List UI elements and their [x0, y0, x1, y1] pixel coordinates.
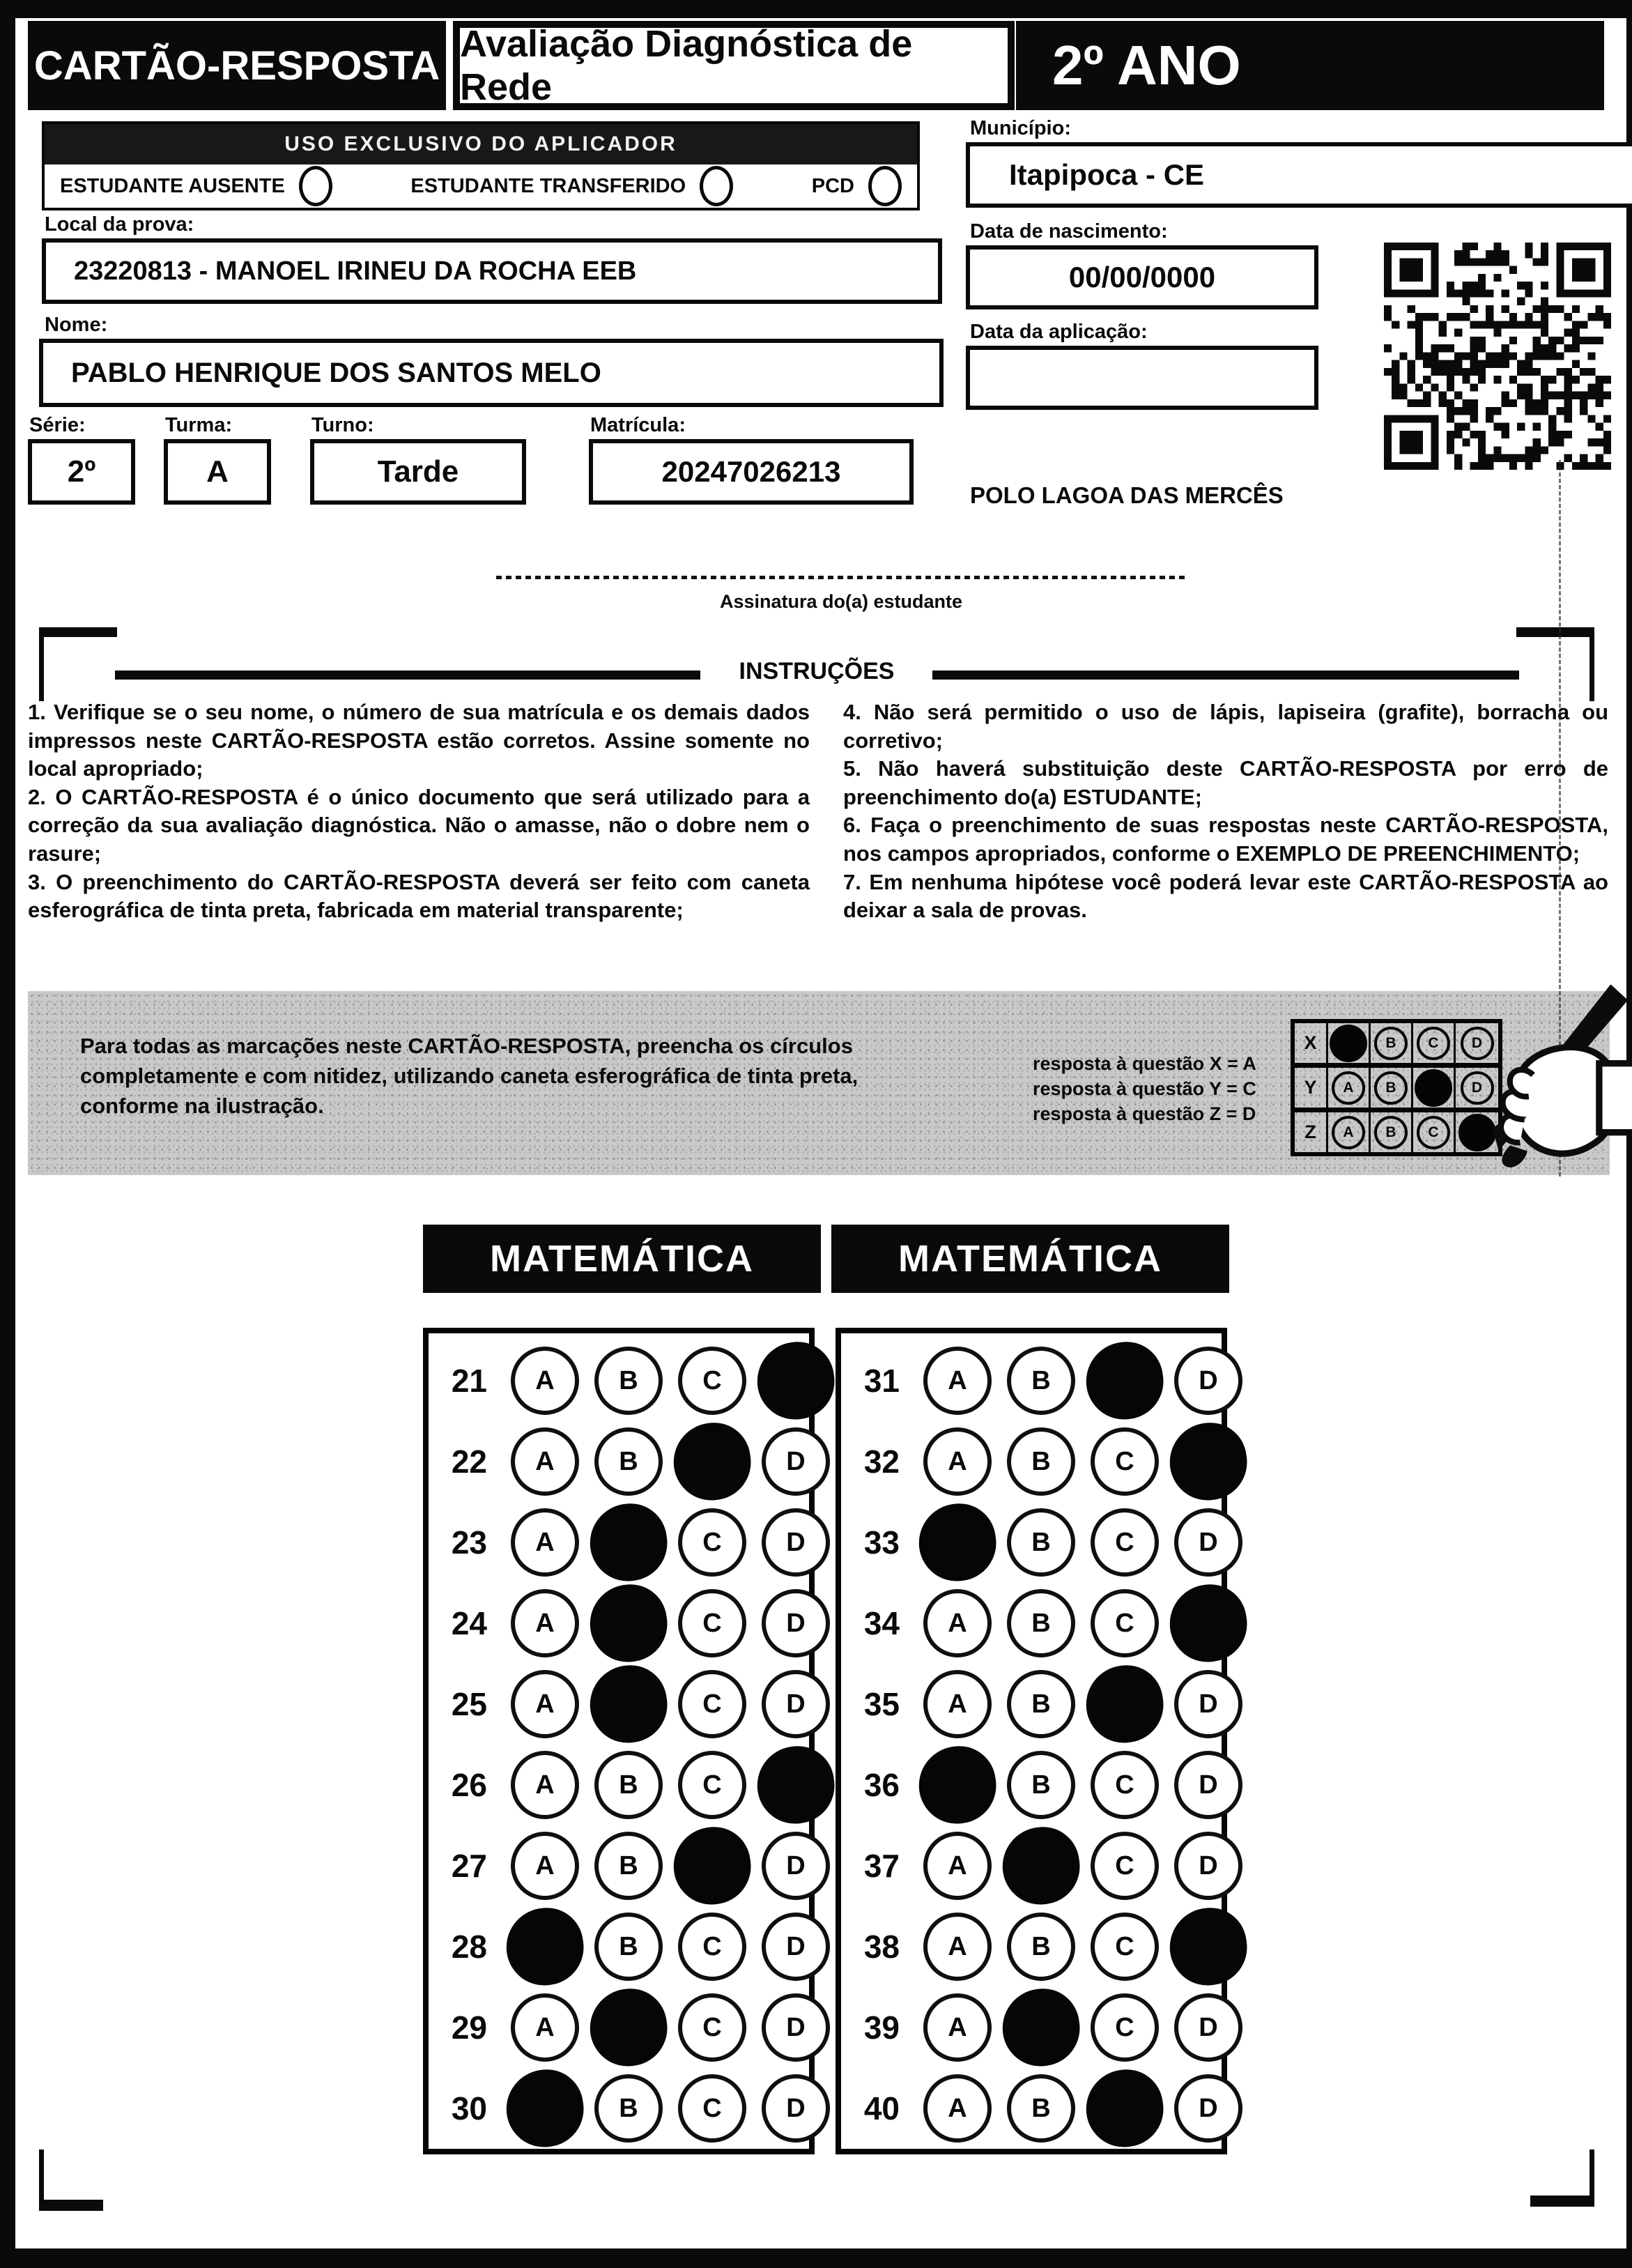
bubble-23-C[interactable]: C [678, 1508, 746, 1577]
question-number: 28 [451, 1929, 487, 1965]
question-number: 35 [863, 1686, 900, 1722]
example-cell [1328, 1112, 1371, 1152]
question-row-25 [429, 1664, 809, 1745]
bubble-30-A-marked[interactable] [501, 2064, 588, 2152]
question-number: 33 [863, 1524, 900, 1561]
question-number: 24 [451, 1605, 487, 1641]
bubble-33-A-marked[interactable] [914, 1499, 1001, 1586]
question-row-23 [429, 1502, 809, 1583]
bubble-23-D[interactable]: D [762, 1508, 830, 1577]
question-row-24 [429, 1583, 809, 1664]
instruction-item: 2. O CARTÃO-RESPOSTA é o único documento que será utilizado para a correção da sua avaliação diagnóstica. Não o amasse, não o dobre nem o rasure; [28, 784, 810, 866]
example-bubble-X-A [1330, 1025, 1367, 1062]
example-cell [1371, 1068, 1413, 1112]
bubble-39-A[interactable]: A [923, 1993, 992, 2062]
option-estudante-transferido [410, 166, 733, 206]
bubble-28-D[interactable]: D [762, 1913, 830, 1981]
question-number: 23 [451, 1524, 487, 1561]
estudante-ausente-circle[interactable] [299, 166, 332, 206]
bracket-top-left-v [39, 627, 44, 701]
bubble-32-C[interactable]: C [1091, 1427, 1159, 1496]
municipio-label: Município: [970, 117, 1071, 139]
bubble-36-D[interactable]: D [1174, 1751, 1242, 1819]
bubble-32-A[interactable]: A [923, 1427, 992, 1496]
bubble-32-D-marked[interactable] [1164, 1418, 1252, 1505]
bubble-24-D[interactable]: D [762, 1589, 830, 1657]
bubble-30-C[interactable]: C [678, 2074, 746, 2143]
bubble-25-A[interactable]: A [511, 1670, 579, 1738]
bracket-top-left [39, 627, 117, 637]
bubble-35-A[interactable]: A [923, 1670, 992, 1738]
turno-label: Turno: [311, 414, 374, 436]
example-bubble-X-B: B [1374, 1027, 1408, 1060]
instruction-item: 3. O preenchimento do CARTÃO-RESPOSTA deverá ser feito com caneta esferográfica de tinta preta, fabricada em material transparente; [28, 869, 810, 923]
bubble-27-A[interactable]: A [511, 1832, 579, 1900]
question-number: 25 [451, 1686, 487, 1722]
page-border-left [0, 0, 15, 2268]
bubble-38-C[interactable]: C [1091, 1913, 1159, 1981]
bubble-27-C-marked[interactable] [668, 1822, 755, 1909]
example-notes [1033, 1051, 1256, 1126]
bubble-36-C[interactable]: C [1091, 1751, 1159, 1819]
page-border-bottom [0, 2248, 1632, 2268]
question-number: 36 [863, 1767, 900, 1803]
question-number: 37 [863, 1848, 900, 1884]
bubble-22-B[interactable]: B [594, 1427, 663, 1496]
bubble-26-C[interactable]: C [678, 1751, 746, 1819]
example-cell [1328, 1023, 1371, 1068]
bubble-23-A[interactable]: A [511, 1508, 579, 1577]
question-number: 27 [451, 1848, 487, 1884]
example-cell [1371, 1023, 1413, 1068]
instruction-item: 5. Não haverá substituição deste CARTÃO-RESPOSTA por erro de preenchimento do(a) ESTUDANTE; [843, 756, 1608, 809]
bubble-38-B[interactable]: B [1007, 1913, 1075, 1981]
bracket-bottom-left [39, 2200, 103, 2211]
bubble-23-B-marked[interactable] [585, 1499, 672, 1586]
qr-code [1384, 243, 1611, 470]
bubble-38-D-marked[interactable] [1164, 1903, 1252, 1990]
local-label: Local da prova: [45, 213, 194, 236]
question-row-35 [841, 1664, 1222, 1745]
question-row-28 [429, 1906, 809, 1987]
example-bubble-X-C: C [1417, 1027, 1450, 1060]
estudante-ausente-label: ESTUDANTE AUSENTE [60, 174, 285, 197]
turno-value-box: Tarde [310, 439, 526, 505]
example-bubble-Z-C: C [1417, 1116, 1450, 1149]
nascimento-label: Data de nascimento: [970, 220, 1168, 243]
bubble-37-B-marked[interactable] [997, 1822, 1084, 1909]
example-cell [1371, 1112, 1413, 1152]
bubble-28-B[interactable]: B [594, 1913, 663, 1981]
section-header-matematica-1: MATEMÁTICA [423, 1225, 821, 1293]
instructions-left-column [28, 698, 810, 925]
bubble-33-D[interactable]: D [1174, 1508, 1242, 1577]
bubble-34-A[interactable]: A [923, 1589, 992, 1657]
assessment-title: Avaliação Diagnóstica de Rede [453, 21, 1015, 110]
example-bubble-Y-A: A [1332, 1071, 1365, 1105]
bubble-29-C[interactable]: C [678, 1993, 746, 2062]
instructions-right-column [843, 698, 1608, 925]
bubble-26-A[interactable]: A [511, 1751, 579, 1819]
bubble-31-C-marked[interactable] [1081, 1337, 1168, 1424]
example-bubble-X-D: D [1461, 1027, 1494, 1060]
bubble-33-C[interactable]: C [1091, 1508, 1159, 1577]
bubble-40-A[interactable]: A [923, 2074, 992, 2143]
bubble-22-D[interactable]: D [762, 1427, 830, 1496]
pcd-label: PCD [811, 174, 854, 197]
aplicacao-label: Data da aplicação: [970, 321, 1148, 343]
instructions-title: INSTRUÇÕES [739, 658, 895, 684]
section-header-matematica-2: MATEMÁTICA [831, 1225, 1229, 1293]
question-number: 21 [451, 1363, 487, 1399]
question-number: 34 [863, 1605, 900, 1641]
example-bubble-Y-B: B [1374, 1071, 1408, 1105]
bubble-36-A-marked[interactable] [914, 1741, 1001, 1828]
bracket-bottom-right [1530, 2196, 1594, 2207]
question-row-39 [841, 1987, 1222, 2068]
example-cell [1328, 1068, 1371, 1112]
matricula-label: Matrícula: [590, 414, 686, 436]
question-row-32 [841, 1421, 1222, 1502]
estudante-transferido-circle[interactable] [700, 166, 733, 206]
applicator-box [42, 121, 920, 210]
answer-card-31-40 [836, 1328, 1227, 2154]
bracket-top-right [1516, 627, 1594, 637]
bubble-25-B-marked[interactable] [585, 1660, 672, 1747]
question-number: 38 [863, 1929, 900, 1965]
bubble-30-B[interactable]: B [594, 2074, 663, 2143]
bubble-21-A[interactable]: A [511, 1347, 579, 1415]
question-number: 29 [451, 2009, 487, 2046]
option-estudante-ausente [60, 166, 332, 206]
bracket-top-right-v [1589, 627, 1594, 701]
question-row-31 [841, 1340, 1222, 1421]
bubble-36-B[interactable]: B [1007, 1751, 1075, 1819]
example-row-label: Z [1295, 1112, 1328, 1152]
card-title: CARTÃO-RESPOSTA [28, 21, 446, 110]
bubble-24-C[interactable]: C [678, 1589, 746, 1657]
bubble-40-B[interactable]: B [1007, 2074, 1075, 2143]
matricula-value-box: 20247026213 [589, 439, 914, 505]
bubble-24-A[interactable]: A [511, 1589, 579, 1657]
answer-card-21-30 [423, 1328, 815, 2154]
bubble-40-D[interactable]: D [1174, 2074, 1242, 2143]
bubble-26-B[interactable]: B [594, 1751, 663, 1819]
question-row-36 [841, 1745, 1222, 1825]
bubble-27-B[interactable]: B [594, 1832, 663, 1900]
example-note-line: resposta à questão Y = C [1033, 1078, 1256, 1099]
example-row-label: Y [1295, 1068, 1328, 1112]
instruction-item: 4. Não será permitido o uso de lápis, lapiseira (grafite), borracha ou corretivo; [843, 700, 1608, 753]
local-value-box: 23220813 - MANOEL IRINEU DA ROCHA EEB [42, 238, 942, 304]
signature-line [496, 576, 1186, 579]
question-number: 32 [863, 1443, 900, 1480]
question-row-22 [429, 1421, 809, 1502]
question-row-38 [841, 1906, 1222, 1987]
polo-text: POLO LAGOA DAS MERCÊS [970, 482, 1284, 508]
question-row-27 [429, 1825, 809, 1906]
nome-value-box: PABLO HENRIQUE DOS SANTOS MELO [39, 339, 944, 407]
bubble-29-D[interactable]: D [762, 1993, 830, 2062]
example-row-label: X [1295, 1023, 1328, 1068]
estudante-transferido-label: ESTUDANTE TRANSFERIDO [410, 174, 686, 197]
question-row-21 [429, 1340, 809, 1421]
bubble-25-C[interactable]: C [678, 1670, 746, 1738]
bubble-31-D[interactable]: D [1174, 1347, 1242, 1415]
bubble-34-C[interactable]: C [1091, 1589, 1159, 1657]
bubble-34-D-marked[interactable] [1164, 1579, 1252, 1666]
question-row-26 [429, 1745, 809, 1825]
bubble-25-D[interactable]: D [762, 1670, 830, 1738]
question-number: 26 [451, 1767, 487, 1803]
bubble-29-B-marked[interactable] [585, 1984, 672, 2071]
option-pcd [812, 166, 902, 206]
instructions-rule-left [115, 671, 700, 680]
serie-label: Série: [29, 414, 86, 436]
bubble-39-D[interactable]: D [1174, 1993, 1242, 2062]
hand-pen-illustration [1418, 979, 1632, 1209]
bubble-34-B[interactable]: B [1007, 1589, 1075, 1657]
bubble-39-C[interactable]: C [1091, 1993, 1159, 2062]
example-bubble-Y-D: D [1461, 1071, 1494, 1105]
instructions-rule-right [932, 671, 1519, 680]
question-row-30 [429, 2068, 809, 2149]
page-border-top [0, 0, 1632, 18]
bubble-26-D-marked[interactable] [752, 1741, 839, 1828]
question-number: 30 [451, 2090, 487, 2127]
turma-value-box: A [164, 439, 271, 505]
bubble-37-C[interactable]: C [1091, 1832, 1159, 1900]
example-note-line: resposta à questão X = A [1033, 1053, 1256, 1074]
bubble-29-A[interactable]: A [511, 1993, 579, 2062]
bubble-31-B[interactable]: B [1007, 1347, 1075, 1415]
turma-label: Turma: [165, 414, 233, 436]
applicator-options-row [45, 164, 917, 208]
aplicacao-value-box [966, 346, 1318, 410]
instruction-item: 7. Em nenhuma hipótese você poderá levar este CARTÃO-RESPOSTA ao deixar a sala de provas. [843, 869, 1608, 923]
nome-label: Nome: [45, 314, 108, 336]
bubble-35-C-marked[interactable] [1081, 1660, 1168, 1747]
bubble-21-C[interactable]: C [678, 1347, 746, 1415]
example-panel [28, 991, 1610, 1175]
example-text: Para todas as marcações neste CARTÃO-RESPOSTA, preencha os círculos completamente e com nitidez, utilizando caneta esferográfica de tinta preta, conforme na ilustração. [80, 1034, 859, 1118]
bubble-28-A-marked[interactable] [501, 1903, 588, 1990]
bubble-28-C[interactable]: C [678, 1913, 746, 1981]
question-row-33 [841, 1502, 1222, 1583]
question-row-29 [429, 1987, 809, 2068]
example-bubble-Z-A: A [1332, 1116, 1365, 1149]
bubble-35-D[interactable]: D [1174, 1670, 1242, 1738]
question-row-34 [841, 1583, 1222, 1664]
bubble-40-C-marked[interactable] [1081, 2064, 1168, 2152]
bubble-37-D[interactable]: D [1174, 1832, 1242, 1900]
nascimento-value-box: 00/00/0000 [966, 245, 1318, 309]
question-number: 39 [863, 2009, 900, 2046]
bubble-30-D[interactable]: D [762, 2074, 830, 2143]
question-number: 40 [863, 2090, 900, 2127]
serie-value-box: 2º [28, 439, 135, 505]
instruction-item: 1. Verifique se o seu nome, o número de sua matrícula e os demais dados impressos neste CARTÃO-RESPOSTA estão corretos. Assine somente no local apropriado; [28, 700, 810, 781]
question-row-40 [841, 2068, 1222, 2149]
bubble-27-D[interactable]: D [762, 1832, 830, 1900]
example-bubble-Z-B: B [1374, 1116, 1408, 1149]
example-note-line: resposta à questão Z = D [1033, 1103, 1256, 1124]
bubble-38-A[interactable]: A [923, 1913, 992, 1981]
bubble-21-D-marked[interactable] [752, 1337, 839, 1424]
bubble-22-A[interactable]: A [511, 1427, 579, 1496]
question-number: 31 [863, 1363, 900, 1399]
grade-title: 2º ANO [1016, 21, 1604, 110]
bubble-32-B[interactable]: B [1007, 1427, 1075, 1496]
bubble-39-B-marked[interactable] [997, 1984, 1084, 2071]
bubble-24-B-marked[interactable] [585, 1579, 672, 1666]
municipio-value-box: Itapipoca - CE [966, 142, 1632, 208]
applicator-bar-title: USO EXCLUSIVO DO APLICADOR [45, 124, 917, 164]
bubble-22-C-marked[interactable] [668, 1418, 755, 1505]
bubble-31-A[interactable]: A [923, 1347, 992, 1415]
question-row-37 [841, 1825, 1222, 1906]
bubble-35-B[interactable]: B [1007, 1670, 1075, 1738]
pcd-circle[interactable] [868, 166, 902, 206]
bubble-33-B[interactable]: B [1007, 1508, 1075, 1577]
signature-caption: Assinatura do(a) estudante [719, 591, 963, 612]
bubble-21-B[interactable]: B [594, 1347, 663, 1415]
bubble-37-A[interactable]: A [923, 1832, 992, 1900]
question-number: 22 [451, 1443, 487, 1480]
instruction-item: 6. Faça o preenchimento de suas respostas neste CARTÃO-RESPOSTA, nos campos apropriados, conforme o EXEMPLO DE PREENCHIMENTO; [843, 813, 1608, 866]
